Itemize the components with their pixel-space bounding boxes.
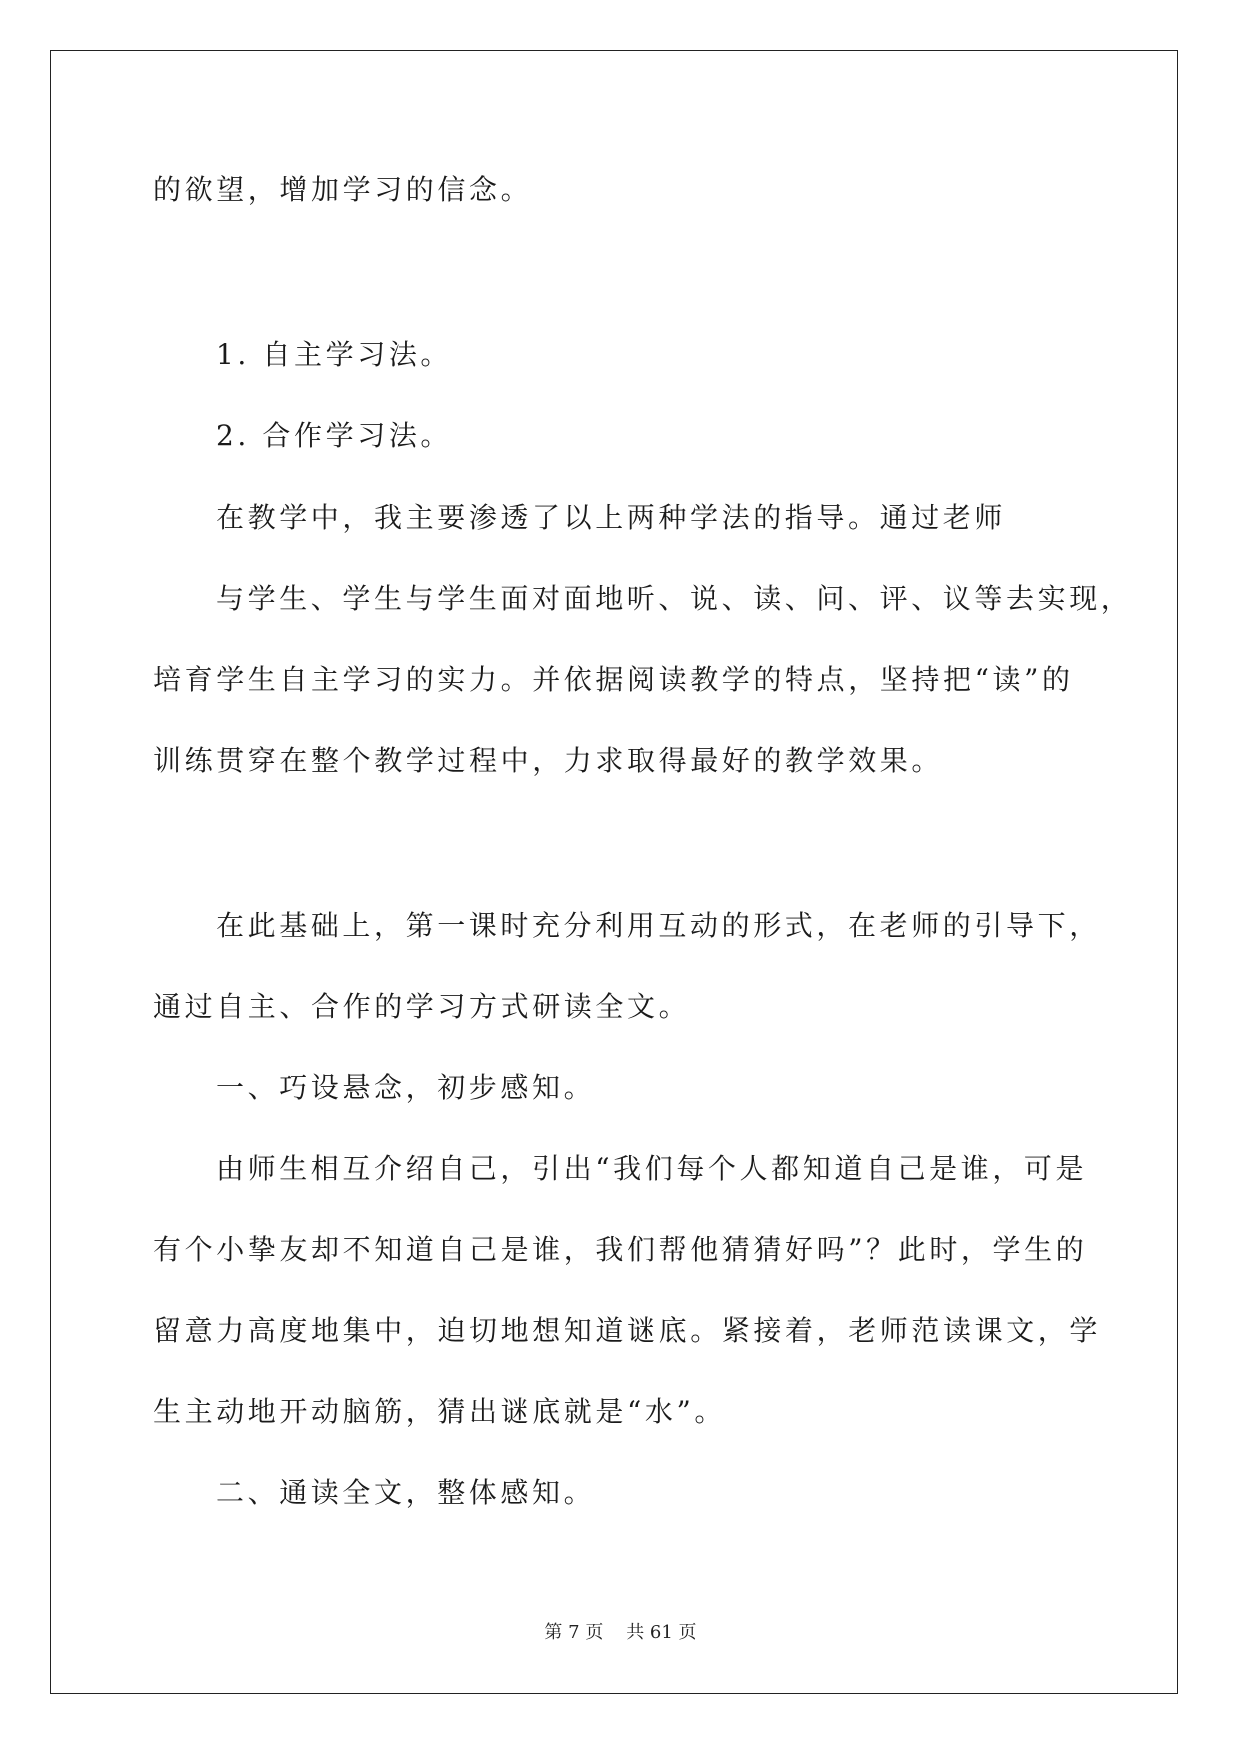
page-border: [50, 50, 1178, 1694]
text-line: 的欲望，增加学习的信念。: [153, 173, 533, 206]
section-heading: 一、巧设悬念，初步感知。: [216, 1071, 596, 1104]
list-item-cooperative-study: 2. 合作学习法。: [216, 419, 453, 452]
paragraph-line: 在教学中，我主要渗透了以上两种学法的指导。通过老师: [216, 501, 1007, 534]
paragraph-line: 由师生相互介绍自己，引出“我们每个人都知道自己是谁，可是: [216, 1152, 1088, 1185]
paragraph-line: 留意力高度地集中，迫切地想知道谜底。紧接着，老师范读课文，学: [153, 1314, 1102, 1347]
section-heading: 二、通读全文，整体感知。: [216, 1476, 596, 1509]
page-footer: [0, 1624, 1241, 1642]
page-number-label: 第 7 页 共 61 页: [544, 1622, 697, 1643]
paragraph-line: 培育学生自主学习的实力。并依据阅读教学的特点，坚持把“读”的: [153, 663, 1074, 696]
paragraph-line: 训练贯穿在整个教学过程中，力求取得最好的教学效果。: [153, 744, 944, 777]
paragraph-line: 生主动地开动脑筋，猜出谜底就是“水”。: [153, 1395, 727, 1428]
paragraph-line: 通过自主、合作的学习方式研读全文。: [153, 990, 691, 1023]
list-item-self-study: 1. 自主学习法。: [216, 338, 453, 371]
paragraph-line: 在此基础上，第一课时充分利用互动的形式，在老师的引导下，: [216, 909, 1101, 942]
paragraph-line: 有个小挚友却不知道自己是谁，我们帮他猜猜好吗”？此时，学生的: [153, 1233, 1088, 1266]
paragraph-line: 与学生、学生与学生面对面地听、说、读、问、评、议等去实现，: [216, 582, 1133, 615]
